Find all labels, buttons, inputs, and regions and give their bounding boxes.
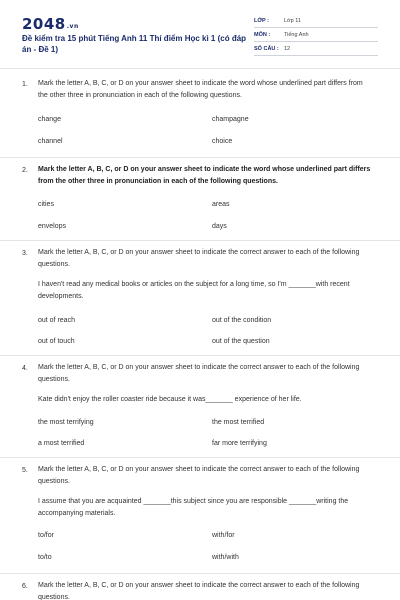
option-a[interactable]: out of reach [38,317,75,324]
header-divider [0,68,400,69]
question-instruction: Mark the letter A, B, C, or D on your answer sheet to indicate the correct answer to each of the following questions. [38,582,360,600]
option-a[interactable]: cities [38,201,54,208]
question-6 [0,580,400,600]
option-a[interactable]: change [38,116,61,123]
question-sentence: Kate didn't enjoy the roller coaster ride because it was_______ experience of her life. [38,396,302,403]
meta-class-row [254,14,378,28]
option-c[interactable]: envelops [38,223,67,230]
meta-subject-value: Tiếng Anh [284,32,309,38]
logo-suffix: .vn [66,23,79,30]
question-divider [0,240,400,241]
meta-count-value: 12 [284,46,291,52]
option-d[interactable]: choice [212,138,233,145]
document-title: Đề kiểm tra 15 phút Tiếng Anh 11 Thí điểm Học kì 1 (có đáp án - Đề 1) [22,34,247,54]
question-instruction: Mark the letter A, B, C, or D on your answer sheet to indicate the word whose underlined part differs from the other three in pronunciation in each of the following questions. [38,80,363,99]
option-d[interactable]: far more terrifying [212,440,267,447]
question-4 [0,362,400,454]
question-number: 5. [22,467,28,474]
question-number: 4. [22,365,28,372]
option-d[interactable]: with/with [212,554,239,561]
question-5 [0,464,400,569]
option-b[interactable]: the most terrified [212,419,265,426]
logo-text: 2048 [22,15,66,33]
question-divider [0,457,400,458]
option-b[interactable]: out of the condition [212,317,272,324]
option-b[interactable]: areas [212,201,230,208]
question-instruction: Mark the letter A, B, C, or D on your answer sheet to indicate the correct answer to each of the following questions. [38,249,360,268]
question-instruction: Mark the letter A, B, C, or D on your answer sheet to indicate the word whose underlined part differs from the other three in pronunciation in each of the following questions. [38,166,371,185]
meta-class-label: LỚP : [254,18,269,24]
question-instruction: Mark the letter A, B, C, or D on your answer sheet to indicate the correct answer to each of the following questions. [38,364,360,383]
meta-count-label: SỐ CÂU : [254,46,279,52]
meta-count-row [254,42,378,56]
question-sentence: I haven't read any medical books or articles on the subject for a long time, so I'm _______with recent developments. [38,281,350,300]
question-divider [0,573,400,574]
option-b[interactable]: with/for [212,532,235,539]
meta-class-value: Lớp 11 [284,18,301,24]
question-instruction: Mark the letter A, B, C, or D on your answer sheet to indicate the correct answer to each of the following questions. [38,466,360,485]
question-number: 3. [22,250,28,257]
question-number: 6. [22,583,28,590]
option-a[interactable]: the most terrifying [38,419,94,426]
option-a[interactable]: to/for [38,532,54,539]
question-divider [0,355,400,356]
page-header [0,0,400,72]
meta-subject-label: MÔN : [254,32,271,38]
site-logo[interactable] [22,15,79,33]
option-c[interactable]: channel [38,138,63,145]
question-sentence: I assume that you are acquainted _______this subject since you are responsible _______writing the accompanying materials. [38,498,349,517]
question-number: 1. [22,81,28,88]
question-2 [0,164,400,244]
option-c[interactable]: out of touch [38,338,75,345]
meta-subject-row [254,28,378,42]
option-d[interactable]: days [212,223,227,230]
option-c[interactable]: a most terrified [38,440,85,447]
question-1 [0,78,400,158]
option-d[interactable]: out of the question [212,338,270,345]
question-3 [0,247,400,352]
question-divider [0,157,400,158]
option-b[interactable]: champagne [212,116,249,123]
question-number: 2. [22,167,28,174]
option-c[interactable]: to/to [38,554,52,561]
